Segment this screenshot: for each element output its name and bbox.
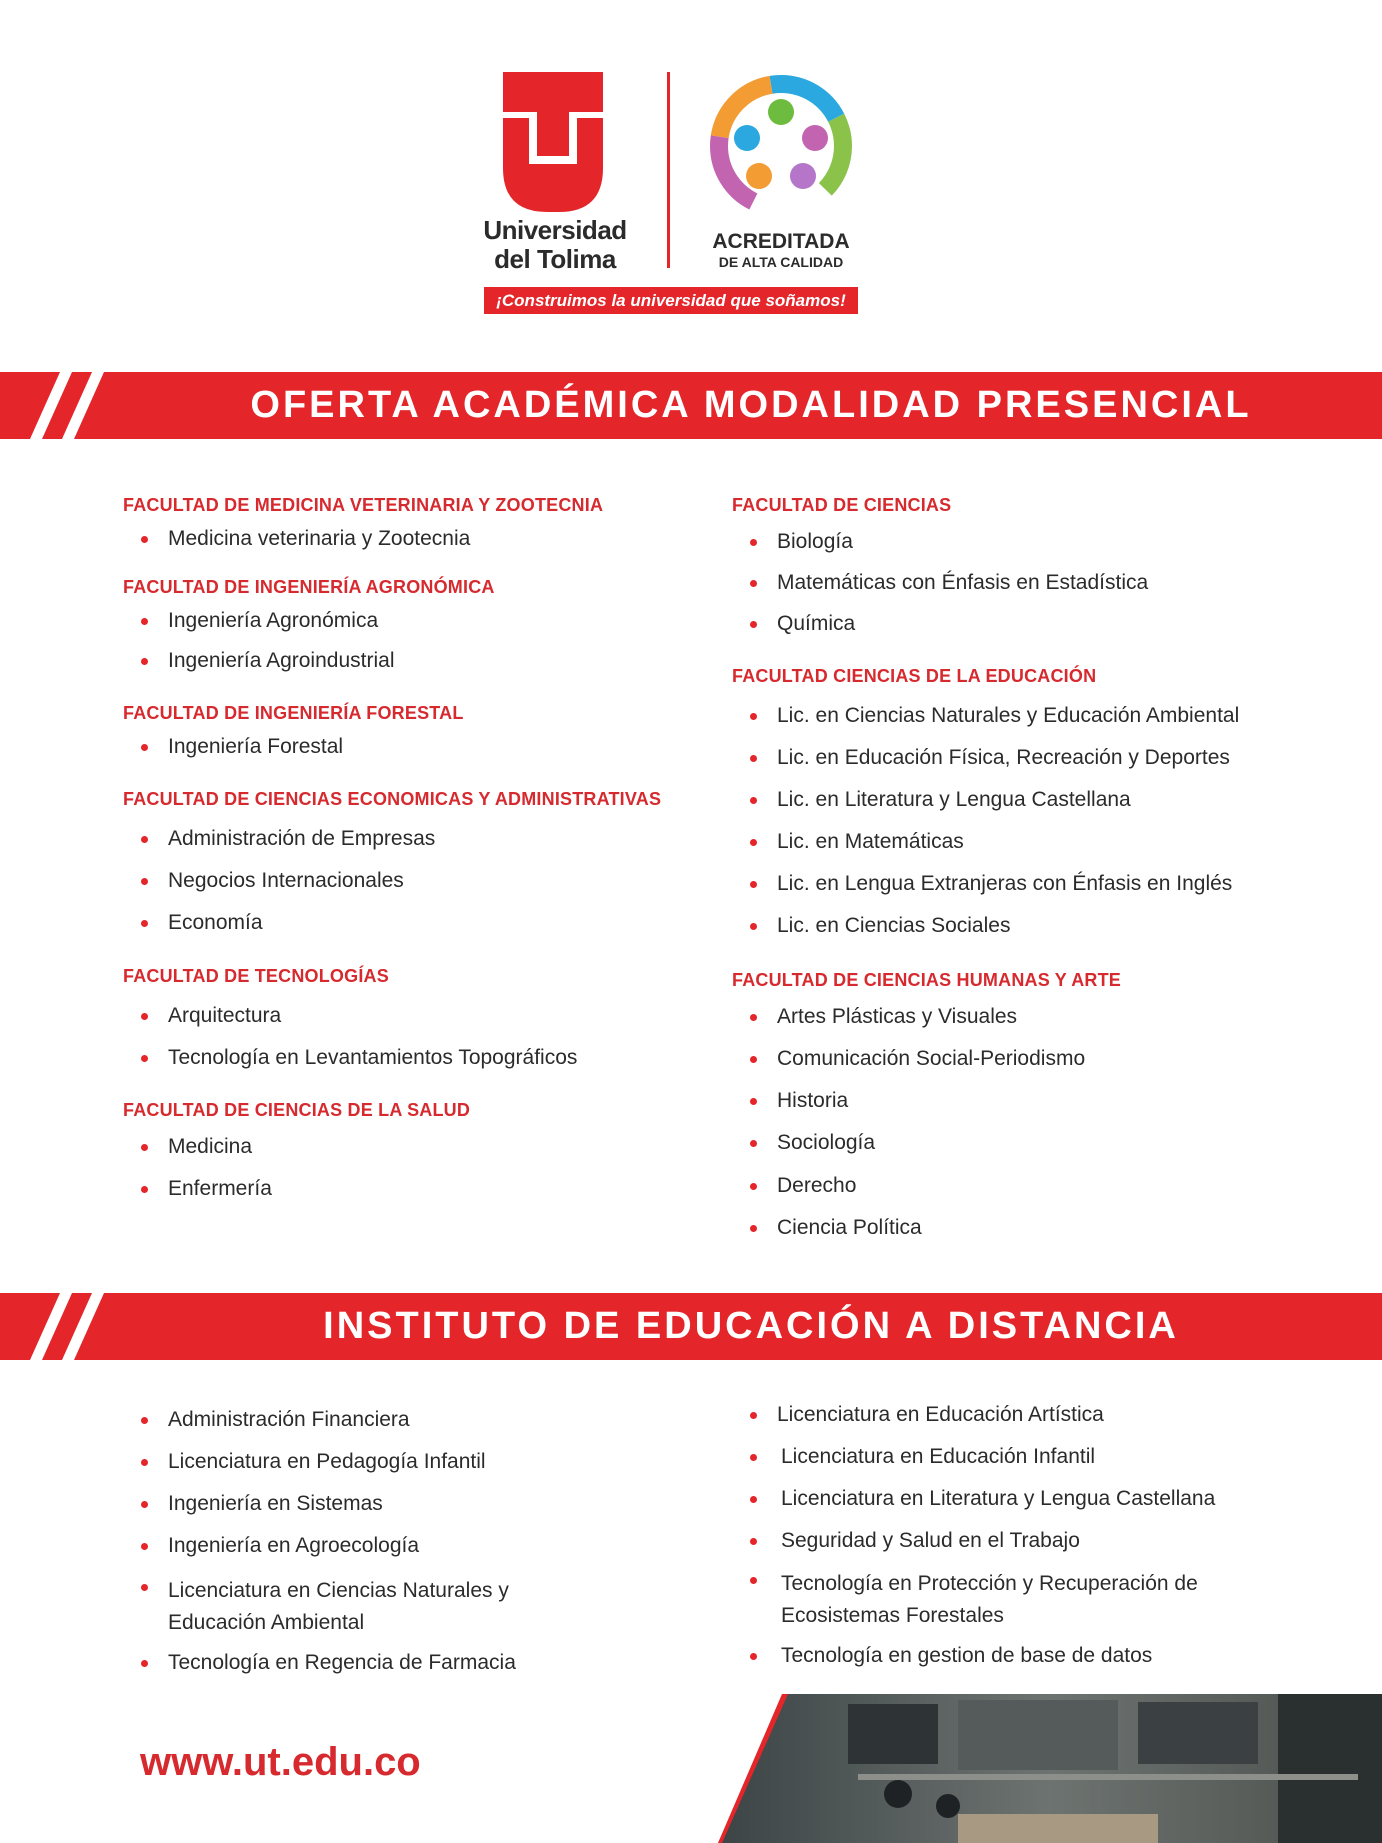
program-item: Tecnología en Regencia de Farmacia xyxy=(123,1651,643,1675)
university-name xyxy=(470,216,640,274)
program-item: Tecnología en Protección y Recuperación de Ecosistemas Forestales xyxy=(732,1568,1221,1632)
program-item: Derecho xyxy=(732,1174,1352,1198)
program-item: Tecnología en gestion de base de datos xyxy=(732,1644,1332,1668)
program-item: Lic. en Literatura y Lengua Castellana xyxy=(732,788,1352,812)
program-list xyxy=(123,1135,683,1201)
library-photo-icon xyxy=(718,1694,1382,1843)
logo-divider xyxy=(667,72,670,268)
program-item: Medicina veterinaria y Zootecnia xyxy=(123,527,683,551)
program-list xyxy=(123,527,683,551)
faculty-title: FACULTAD DE INGENIERÍA FORESTAL xyxy=(123,703,464,723)
program-item: Licenciatura en Educación Infantil xyxy=(732,1445,1332,1469)
faculty-title: FACULTAD DE MEDICINA VETERINARIA Y ZOOTECNIA xyxy=(123,495,604,515)
program-item: Economía xyxy=(123,911,683,935)
program-list xyxy=(732,1403,1332,1668)
slogan: ¡Construimos la universidad que soñamos! xyxy=(484,287,858,314)
presencial-banner-title: OFERTA ACADÉMICA MODALIDAD PRESENCIAL xyxy=(250,384,1252,426)
program-item: Ingeniería Agronómica xyxy=(123,609,683,633)
program-item: Licenciatura en Pedagogía Infantil xyxy=(123,1450,643,1474)
accreditation-subtitle: DE ALTA CALIDAD xyxy=(718,254,844,270)
faculty-block xyxy=(123,495,683,551)
program-list xyxy=(732,1005,1352,1240)
faculty-block xyxy=(732,970,1352,1240)
program-list xyxy=(732,704,1352,938)
program-item: Administración Financiera xyxy=(123,1408,643,1432)
program-list xyxy=(732,530,1352,636)
program-list xyxy=(123,1004,683,1070)
distancia-right-column xyxy=(732,1403,1332,1668)
faculty-title: FACULTAD DE CIENCIAS xyxy=(732,495,952,515)
program-item: Ingeniería Agroindustrial xyxy=(123,649,683,673)
program-item: Licenciatura en Ciencias Naturales y Educación Ambiental xyxy=(123,1575,568,1639)
program-item: Tecnología en Levantamientos Topográficos xyxy=(123,1046,683,1070)
program-item: Enfermería xyxy=(123,1177,683,1201)
program-item: Seguridad y Salud en el Trabajo xyxy=(732,1529,1332,1553)
program-item: Ingeniería Forestal xyxy=(123,735,683,759)
program-item: Lic. en Ciencias Naturales y Educación Ambiental xyxy=(732,704,1352,728)
faculty-block xyxy=(732,666,1352,938)
faculty-title: FACULTAD DE INGENIERÍA AGRONÓMICA xyxy=(123,577,495,597)
program-item: Licenciatura en Educación Artística xyxy=(732,1403,1332,1427)
program-item: Ingeniería en Sistemas xyxy=(123,1492,643,1516)
faculty-block xyxy=(732,495,1352,636)
program-list xyxy=(123,735,683,759)
faculty-title: FACULTAD CIENCIAS DE LA EDUCACIÓN xyxy=(732,666,1097,686)
faculty-block xyxy=(123,703,683,759)
program-item: Administración de Empresas xyxy=(123,827,683,851)
university-name-line2: del Tolima xyxy=(494,244,616,274)
faculty-title: FACULTAD DE CIENCIAS ECONOMICAS Y ADMINISTRATIVAS xyxy=(123,789,662,809)
program-item: Medicina xyxy=(123,1135,683,1159)
faculty-title: FACULTAD DE CIENCIAS HUMANAS Y ARTE xyxy=(732,970,1122,990)
program-list xyxy=(123,827,683,935)
program-item: Ingeniería en Agroecología xyxy=(123,1534,643,1558)
faculty-title: FACULTAD DE CIENCIAS DE LA SALUD xyxy=(123,1100,471,1120)
presencial-right-column xyxy=(732,495,1352,1240)
program-item: Química xyxy=(732,612,1352,636)
program-item: Biología xyxy=(732,530,1352,554)
program-list xyxy=(123,1408,643,1675)
program-item: Arquitectura xyxy=(123,1004,683,1028)
university-name-line1: Universidad xyxy=(483,215,627,245)
program-item: Comunicación Social-Periodismo xyxy=(732,1047,1352,1071)
program-list xyxy=(123,609,683,673)
distancia-banner-title: INSTITUTO DE EDUCACIÓN A DISTANCIA xyxy=(323,1305,1179,1347)
faculty-title: FACULTAD DE TECNOLOGÍAS xyxy=(123,966,389,986)
program-item: Licenciatura en Literatura y Lengua Castellana xyxy=(732,1487,1332,1511)
distancia-banner xyxy=(0,1293,1382,1360)
distancia-left-column xyxy=(123,1408,643,1675)
presencial-left-column xyxy=(123,495,683,1201)
university-logo-icon xyxy=(503,72,603,212)
program-item: Lic. en Matemáticas xyxy=(732,830,1352,854)
faculty-block xyxy=(123,966,683,1070)
program-item: Sociología xyxy=(732,1131,1352,1155)
faculty-block xyxy=(123,1100,683,1201)
faculty-block xyxy=(123,577,683,673)
program-item: Artes Plásticas y Visuales xyxy=(732,1005,1352,1029)
program-item: Matemáticas con Énfasis en Estadística xyxy=(732,571,1352,595)
program-item: Lic. en Ciencias Sociales xyxy=(732,914,1352,938)
website-link[interactable]: www.ut.edu.co xyxy=(140,1740,421,1784)
program-item: Historia xyxy=(732,1089,1352,1113)
accreditation-logo-icon xyxy=(707,72,855,220)
faculty-block xyxy=(123,789,683,935)
program-item: Negocios Internacionales xyxy=(123,869,683,893)
program-item: Ciencia Política xyxy=(732,1216,1352,1240)
program-item: Lic. en Lengua Extranjeras con Énfasis en Inglés xyxy=(732,872,1352,896)
program-item: Lic. en Educación Física, Recreación y Deportes xyxy=(732,746,1352,770)
presencial-banner xyxy=(0,372,1382,439)
accreditation-title: ACREDITADA xyxy=(712,230,850,253)
